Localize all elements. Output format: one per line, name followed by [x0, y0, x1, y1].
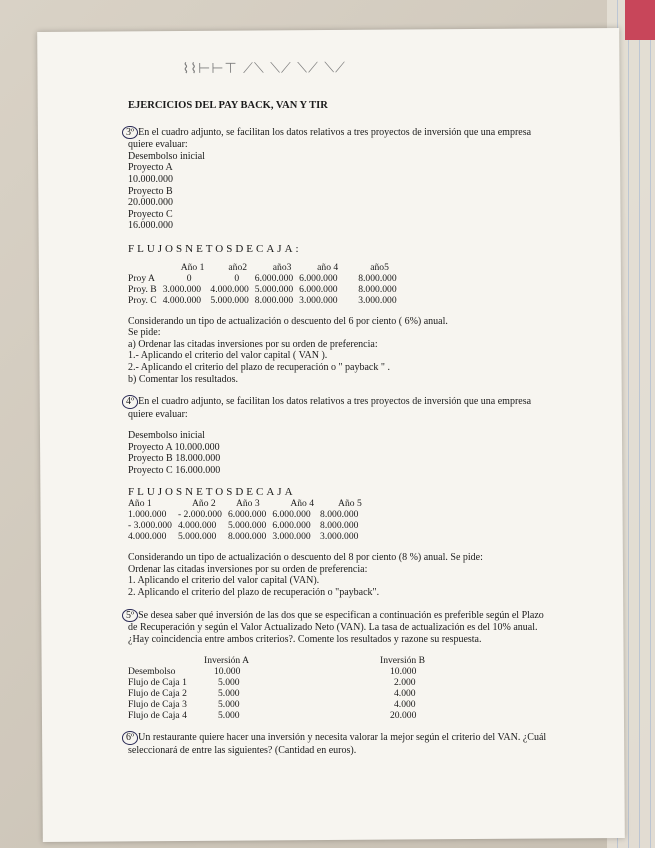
table-cell: 5.000 — [218, 677, 240, 689]
table-row — [128, 699, 431, 710]
table-cell: 0 — [234, 272, 240, 284]
table-row — [128, 520, 368, 531]
table-cell: 10.000 — [214, 666, 241, 678]
exercise-5 — [128, 609, 598, 722]
table-row — [128, 273, 403, 284]
table-header: Inversión A — [204, 655, 250, 667]
exercise-5-intro: 5º Se desea saber qué inversión de las dos que se especifican a continuación es preferible según el Plazo — [128, 609, 598, 623]
ex4-flujos-title: FLUJOSNETOSDECAJA — [128, 485, 296, 498]
table-cell: 3.000.000 — [320, 531, 359, 543]
table-cell: Flujo de Caja 2 — [128, 688, 187, 700]
table-header: año5 — [370, 261, 389, 273]
table-header: Año 3 — [235, 498, 260, 510]
exercise-3-number: 3º — [122, 126, 138, 140]
exercise-4-intro: 4º En el cuadro adjunto, se facilitan los datos relativos a tres proyectos de inversión que una empresa — [128, 395, 598, 409]
table-header-row — [128, 655, 431, 666]
table-cell: 3.000.000 — [299, 294, 338, 306]
table-cell: 6.000.000 — [272, 509, 311, 521]
table-header: Inversión B — [380, 655, 426, 667]
ex4-line: Proyecto C 16.000.000 — [128, 465, 221, 477]
table-cell: 6.000.000 — [299, 272, 338, 284]
table-header: año3 — [272, 261, 292, 273]
table-cell: 2.000 — [394, 677, 416, 689]
table-header-row — [128, 262, 403, 273]
table-cell: 6.000.000 — [299, 283, 338, 295]
ex3-text: a) Ordenar las citadas inversiones por su orden de preferencia: — [128, 338, 378, 350]
table-cell: - 2.000.000 — [177, 509, 222, 521]
ex4-line: Desembolso inicial — [128, 430, 205, 442]
table-cell: Proy A — [128, 272, 155, 284]
table-cell: 4.000.000 — [210, 283, 249, 295]
table-cell: 4.000.000 — [128, 531, 167, 543]
table-cell: 5.000 — [218, 699, 240, 711]
ex3-line: Proyecto A — [128, 162, 173, 174]
table-cell: 5.000.000 — [210, 294, 249, 306]
ex5-investment-table — [128, 655, 431, 721]
table-cell: - 3.000.000 — [128, 520, 172, 532]
ex3-cashflow-table — [128, 262, 403, 306]
table-cell: 8.000.000 — [358, 272, 397, 284]
table-cell: Desembolso — [128, 666, 176, 678]
ex3-text: b) Comentar los resultados. — [128, 373, 238, 385]
table-header: Año 1 — [180, 261, 205, 273]
ex3-line: Proyecto C — [128, 208, 173, 220]
table-cell: 5.000.000 — [177, 531, 217, 543]
table-cell: 8.000.000 — [254, 294, 294, 306]
table-header — [128, 262, 163, 273]
table-row — [128, 284, 403, 295]
ex3-text: Considerando un tipo de actualización o descuento del 6 por ciento ( 6%) anual. — [128, 315, 448, 327]
table-cell: 3.000.000 — [358, 294, 397, 306]
table-cell: 5.000.000 — [227, 520, 267, 532]
table-row — [128, 531, 368, 542]
ex3-flujos-title: FLUJOSNETOSDECAJA: — [128, 242, 302, 255]
table-cell: 8.000.000 — [358, 283, 397, 295]
table-cell: 4.000.000 — [177, 520, 217, 532]
table-row — [128, 295, 403, 306]
exercise-5-question: ¿Hay coincidencia entre ambos criterios?. Comente los resultados y razone su respuesta. — [128, 633, 482, 645]
table-cell: 8.000.000 — [227, 531, 267, 543]
exercise-4 — [128, 395, 598, 599]
exercise-6 — [128, 731, 598, 756]
exercise-3-intro: 3º En el cuadro adjunto, se facilitan los datos relativos a tres proyectos de inversión que una empresa — [128, 126, 598, 140]
table-cell: 1.000.000 — [128, 509, 167, 521]
exercise-3-intro-cont: quiere evaluar: — [128, 139, 188, 151]
table-cell: Proy. C — [128, 294, 157, 306]
table-cell: 6.000.000 — [254, 272, 294, 284]
table-cell: 4.000 — [394, 699, 416, 711]
handwritten-scribble: ⌇⌇⊢⊢⊤ ⟋⟍ ⟍⟋ ⟍⟋ ⟍⟋ — [182, 59, 346, 78]
table-cell: Flujo de Caja 1 — [128, 677, 187, 689]
table-cell: 8.000.000 — [320, 520, 359, 532]
table-cell: 8.000.000 — [320, 509, 359, 521]
table-cell: 0 — [186, 272, 192, 284]
table-row — [128, 677, 431, 688]
ex4-cashflow-table — [128, 498, 368, 542]
exercise-4-number: 4º — [122, 395, 138, 409]
table-header-row — [128, 498, 368, 509]
ex3-text: Se pide: — [128, 327, 161, 339]
table-row — [128, 666, 431, 677]
table-header: Año 4 — [290, 498, 315, 510]
table-header: Año 2 — [191, 498, 216, 510]
ex3-text: 1.- Aplicando el criterio del valor capital ( VAN ). — [128, 350, 328, 362]
ex4-text: 2. Aplicando el criterio del plazo de recuperación o "payback". — [128, 587, 380, 599]
exercise-3 — [128, 126, 598, 386]
document-body — [128, 100, 598, 757]
table-cell: 5.000 — [218, 688, 240, 700]
exercise-6-intro: 6º Un restaurante quiere hacer una inversión y necesita valorar la mejor según el criterio del VAN. ¿Cuál — [128, 731, 598, 745]
document-title: EJERCICIOS DEL PAY BACK, VAN Y TIR — [128, 100, 328, 111]
table-header: año2 — [228, 261, 248, 273]
table-cell: Proy. B — [128, 283, 157, 295]
table-cell: 20.000 — [390, 710, 417, 722]
exercise-4-intro-cont: quiere evaluar: — [128, 408, 188, 420]
table-cell: 5.000 — [218, 710, 240, 722]
table-cell: 10.000 — [390, 666, 417, 678]
table-row — [128, 688, 431, 699]
table-cell: 4.000 — [394, 688, 416, 700]
exercise-6-intro-cont: seleccionará de entre las siguientes? (Cantidad en euros). — [128, 745, 357, 756]
table-cell: Flujo de Caja 4 — [128, 710, 187, 722]
ex4-text: Considerando un tipo de actualización o descuento del 8 por ciento (8 %) anual. Se pide: — [128, 552, 483, 564]
ex4-text: 1. Aplicando el criterio del valor capital (VAN). — [128, 575, 320, 587]
ex3-line: 20.000.000 — [128, 197, 173, 209]
table-cell: 3.000.000 — [162, 283, 202, 295]
ex3-line: 10.000.000 — [128, 173, 173, 185]
table-cell: 3.000.000 — [272, 531, 311, 543]
red-folder-corner — [625, 0, 655, 40]
ex4-text: Ordenar las citadas inversiones por su orden de preferencia: — [128, 563, 368, 575]
table-cell: 6.000.000 — [227, 509, 267, 521]
table-header — [128, 655, 204, 666]
table-header: año 4 — [317, 261, 339, 273]
ex3-text: 2.- Aplicando el criterio del plazo de recuperación o " payback " . — [128, 361, 390, 373]
table-header: Año 1 — [128, 498, 152, 510]
exercise-5-number: 5º — [122, 609, 138, 623]
exercise-6-number: 6º — [122, 731, 138, 745]
table-cell: 4.000.000 — [162, 294, 202, 306]
ex3-line: Proyecto B — [128, 185, 173, 197]
exercise-5-intro-cont: de Recuperación y según el Valor Actualizado Neto (VAN). La tasa de actualización es del 10% anual. — [128, 622, 538, 634]
table-cell: 5.000.000 — [254, 283, 294, 295]
table-cell: 6.000.000 — [272, 520, 311, 532]
ex4-line: Proyecto A 10.000.000 — [128, 441, 220, 453]
table-row — [128, 509, 368, 520]
ex4-line: Proyecto B 18.000.000 — [128, 453, 221, 465]
ex3-line: 16.000.000 — [128, 220, 173, 232]
table-header: Año 5 — [338, 498, 362, 510]
table-row — [128, 710, 431, 721]
ex3-line: Desembolso inicial — [128, 150, 205, 162]
table-cell: Flujo de Caja 3 — [128, 699, 187, 711]
